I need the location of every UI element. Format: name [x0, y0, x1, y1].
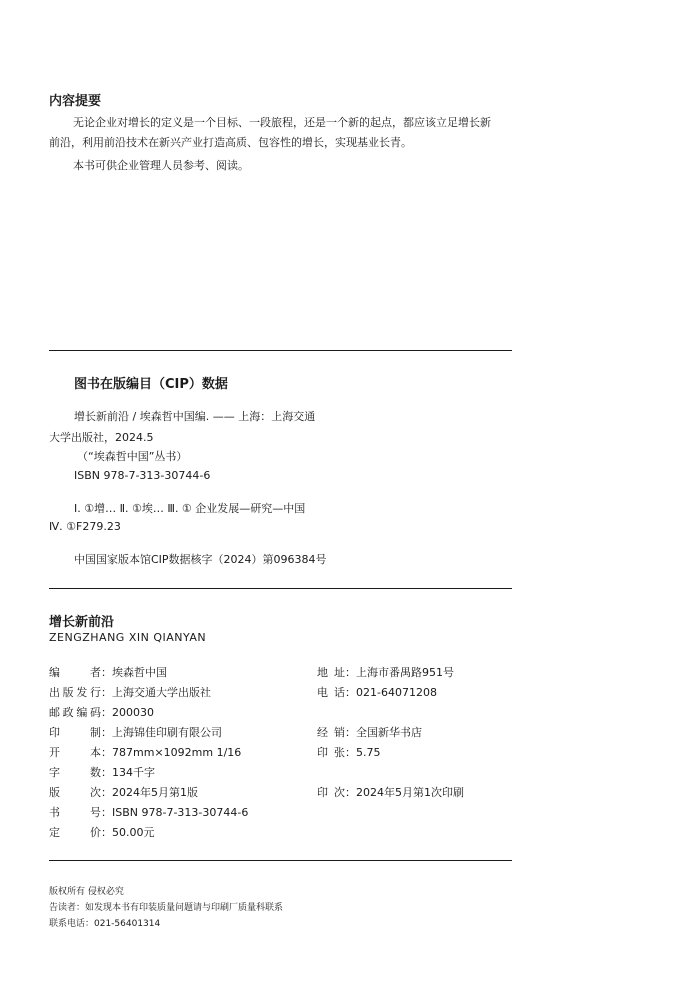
info-edition: 版次：2024年5月第1版: [49, 786, 198, 799]
info-value: ISBN 978-7-313-30744-6: [112, 806, 249, 819]
cip-line-5: Ⅰ. ①增… Ⅱ. ①埃… Ⅲ. ① 企业发展—研究—中国: [74, 502, 306, 515]
info-value: 2024年5月第1版: [112, 786, 198, 799]
info-address: 地址：上海市番禺路951号: [317, 666, 454, 679]
info-value: 134千字: [112, 766, 155, 779]
info-format: 开本：787mm×1092mm 1/16: [49, 746, 242, 759]
info-distributor: 经销：全国新华书店: [317, 726, 422, 739]
info-label: 定价: [49, 826, 101, 839]
cip-line-7: 中国国家版本馆CIP数据核字（2024）第096384号: [74, 553, 327, 566]
info-value: 787mm×1092mm 1/16: [112, 746, 242, 759]
info-printing: 印次：2024年5月第1次印刷: [317, 786, 464, 799]
info-label: 书号: [49, 806, 101, 819]
info-label: 电话: [317, 686, 345, 699]
summary-paragraph-1: 无论企业对增长的定义是一个目标、一段旅程，还是一个新的起点，都应该立足增长新前沿，利用前沿技术在新兴产业打造高质、包容性的增长，实现基业长青。: [49, 116, 491, 149]
divider-3: [49, 860, 512, 861]
info-value: 200030: [112, 706, 154, 719]
cip-line-3: （“埃森哲中国”丛书）: [77, 450, 188, 463]
book-title: 增长新前沿: [49, 615, 115, 630]
footer-phone: 联系电话：021-56401314: [49, 919, 161, 929]
footer-notice: 告读者：如发现本书有印装质量问题请与印刷厂质量科联系: [49, 903, 284, 913]
info-printer: 印制：上海锦佳印刷有限公司: [49, 726, 222, 739]
summary-paragraph-2: 本书可供企业管理人员参考、阅读。: [73, 159, 249, 172]
info-label: 字数: [49, 766, 101, 779]
info-value: 埃森哲中国: [112, 666, 167, 679]
info-label: 印制: [49, 726, 101, 739]
info-label: 版次: [49, 786, 101, 799]
divider-1: [49, 350, 512, 351]
info-postcode: 邮政编码：200030: [49, 706, 154, 719]
cip-heading: 图书在版编目（CIP）数据: [74, 377, 228, 392]
info-label: 开本: [49, 746, 101, 759]
book-pinyin: ZENGZHANG XIN QIANYAN: [49, 631, 207, 644]
info-label: 编者: [49, 666, 101, 679]
summary-heading: 内容提要: [49, 94, 102, 109]
info-label: 经销: [317, 726, 345, 739]
info-label: 邮政编码: [49, 706, 101, 719]
cip-line-4: ISBN 978-7-313-30744-6: [74, 469, 211, 482]
info-isbn: 书号：ISBN 978-7-313-30744-6: [49, 806, 249, 819]
info-sheets: 印张：5.75: [317, 746, 381, 759]
info-value: 上海交通大学出版社: [112, 686, 211, 699]
info-value: 上海锦佳印刷有限公司: [112, 726, 222, 739]
info-publisher: 出版发行：上海交通大学出版社: [49, 686, 211, 699]
divider-2: [49, 588, 512, 589]
info-value: 50.00元: [112, 826, 155, 839]
info-phone: 电话：021-64071208: [317, 686, 437, 699]
info-value: 上海市番禺路951号: [356, 666, 454, 679]
cip-line-6: Ⅳ. ①F279.23: [49, 520, 121, 533]
info-label: 出版发行: [49, 686, 101, 699]
info-value: 全国新华书店: [356, 726, 422, 739]
cip-line-1: 增长新前沿 / 埃森哲中国编. —— 上海：上海交通: [74, 410, 316, 423]
footer-copyright: 版权所有 侵权必究: [49, 887, 124, 897]
info-price: 定价：50.00元: [49, 826, 155, 839]
info-label: 地址: [317, 666, 345, 679]
info-wordcount: 字数：134千字: [49, 766, 155, 779]
info-value: 2024年5月第1次印刷: [356, 786, 464, 799]
info-label: 印张: [317, 746, 345, 759]
info-value: 5.75: [356, 746, 381, 759]
info-label: 印次: [317, 786, 345, 799]
cip-line-2: 大学出版社，2024.5: [49, 431, 154, 444]
info-editor: 编者：埃森哲中国: [49, 666, 167, 679]
info-value: 021-64071208: [356, 686, 437, 699]
